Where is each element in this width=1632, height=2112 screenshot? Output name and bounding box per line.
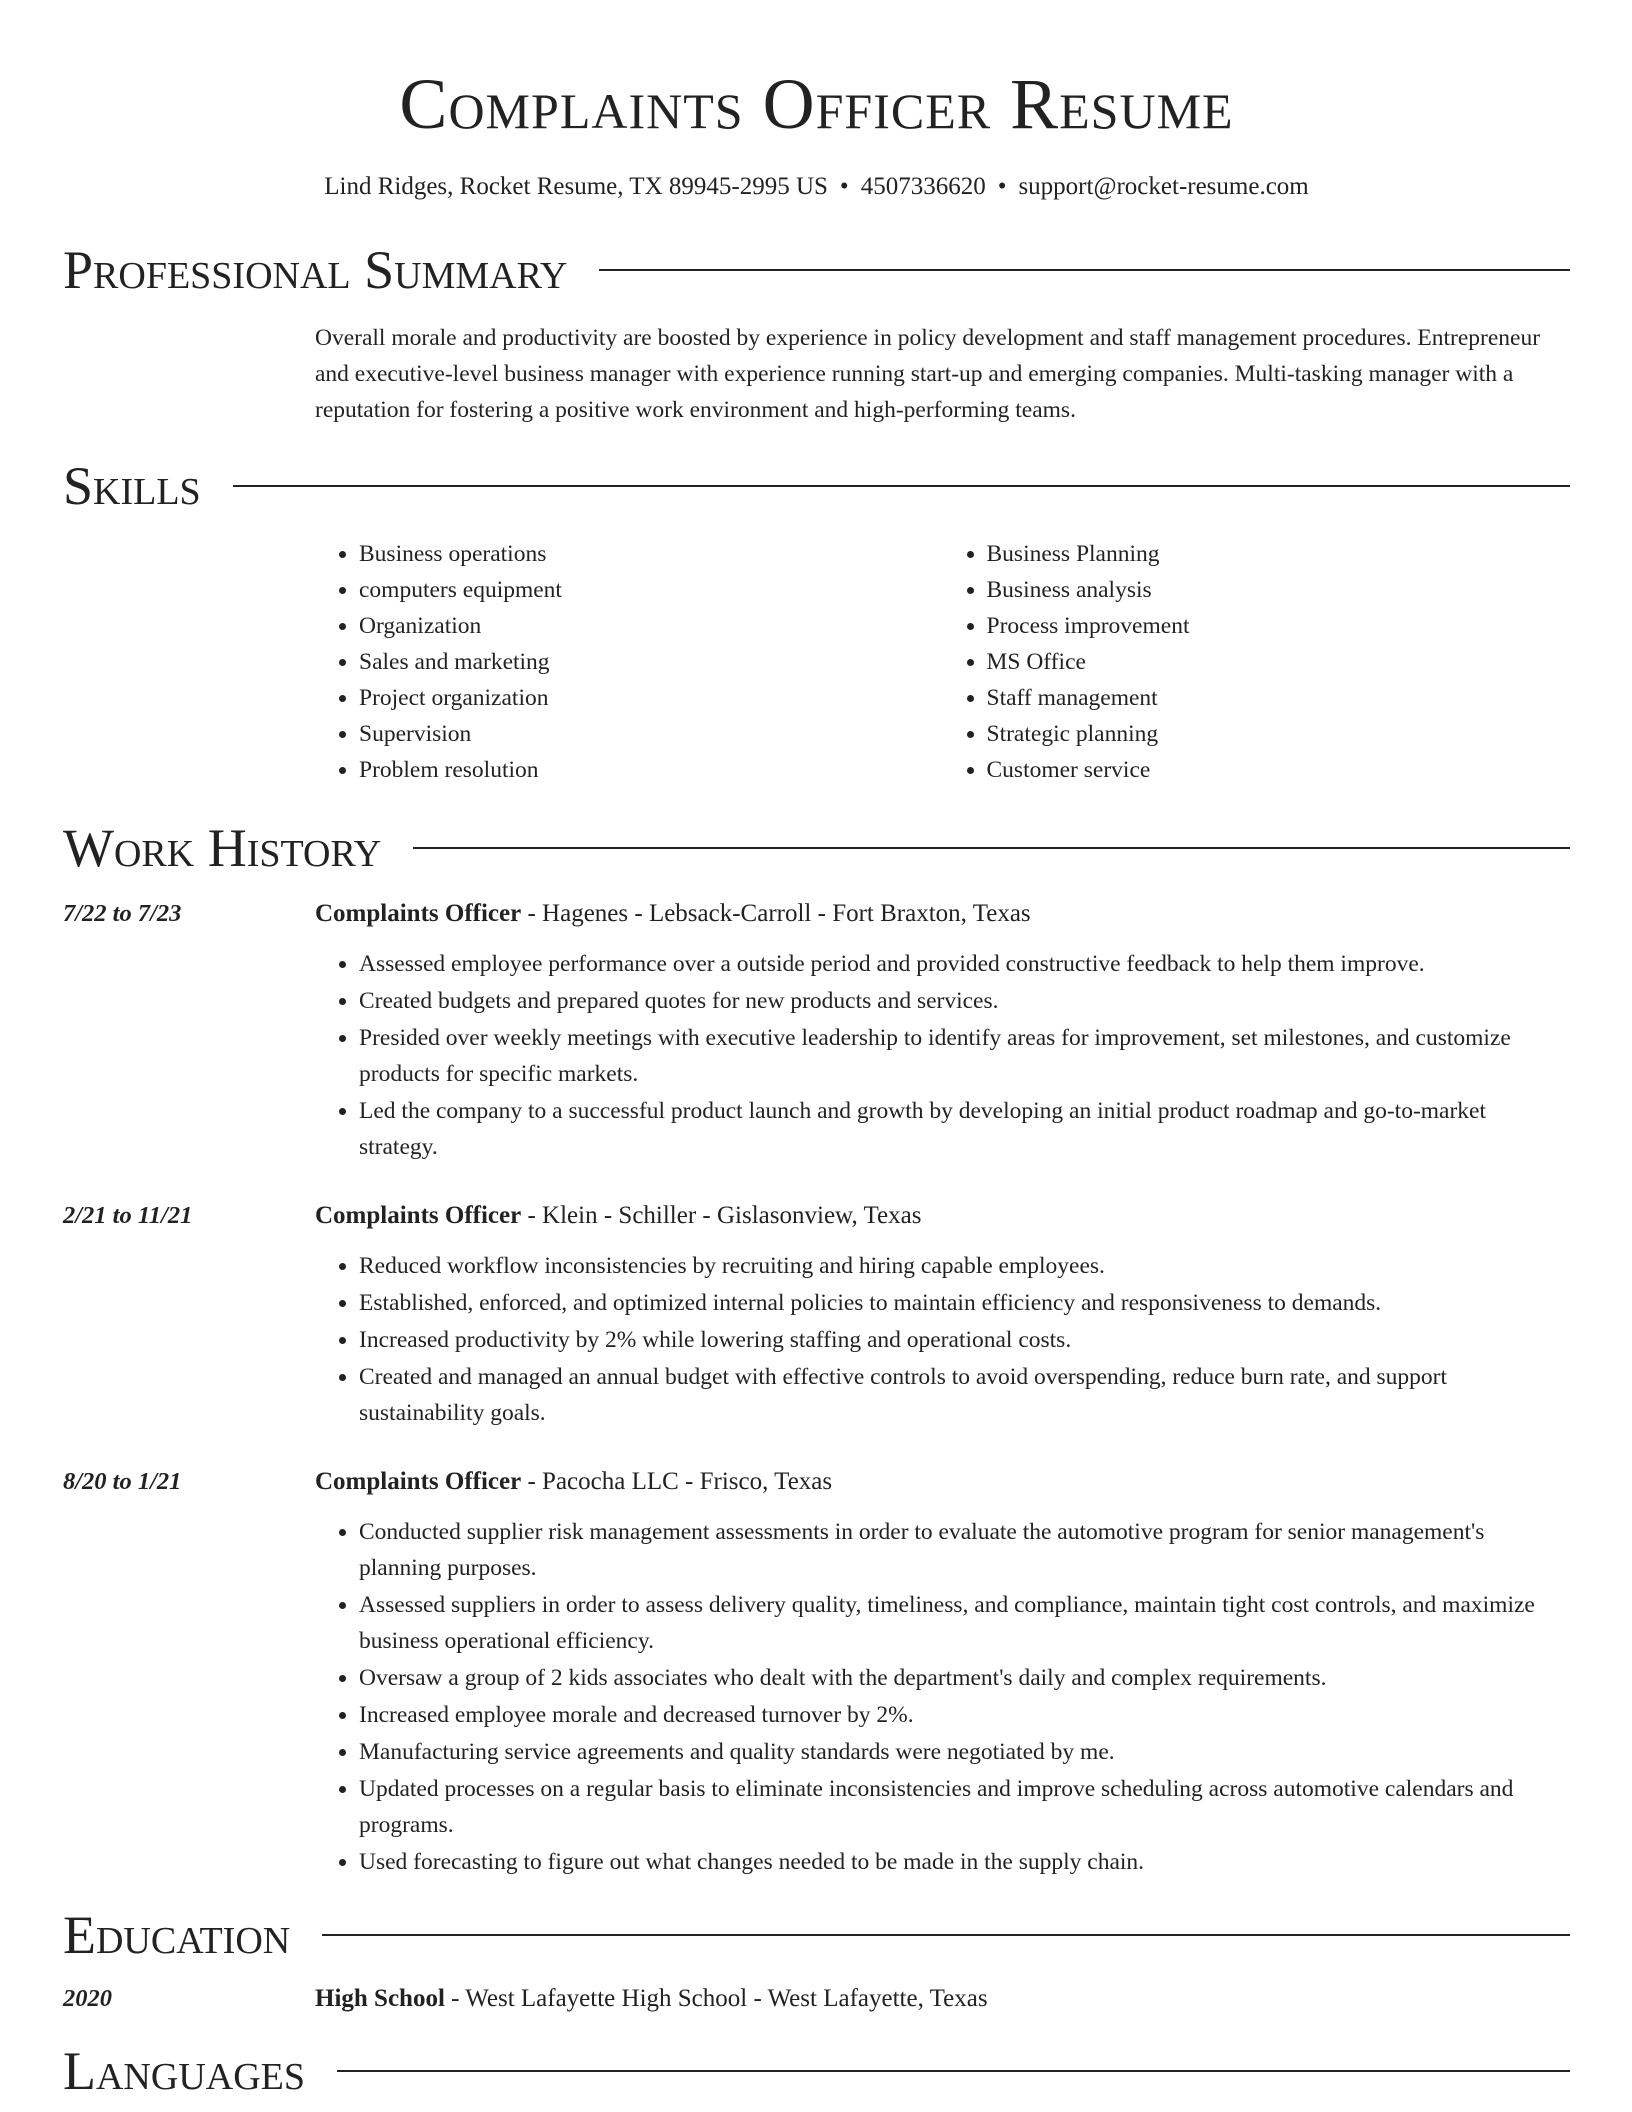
job-bullets <box>315 1248 1570 1431</box>
section-divider <box>413 847 1570 849</box>
languages-section-header <box>63 2039 1570 2103</box>
job-bullet: • Increased employee morale and decreased turnover by 2%. <box>359 1697 1570 1733</box>
separator-dot: • <box>997 173 1007 200</box>
skill-item: • Project organization <box>359 680 943 716</box>
spacer <box>63 1432 1570 1464</box>
job-bullet: • Conducted supplier risk management assessments in order to evaluate the automotive program for senior management's planning purposes. <box>359 1514 1570 1586</box>
job-body <box>315 1464 1570 1881</box>
skills-list <box>315 536 1570 788</box>
job-bullet: • Assessed employee performance over a outside period and provided constructive feedback to help them improve. <box>359 946 1570 982</box>
summary-section-header <box>63 238 1570 302</box>
education-school: - West Lafayette High School - West Lafayette, Texas <box>444 1985 988 2012</box>
job-bullet: • Created budgets and prepared quotes for new products and services. <box>359 983 1570 1019</box>
skills-heading: Skills <box>63 456 201 516</box>
job-bullets <box>315 946 1570 1165</box>
contact-phone: 4507336620 <box>860 173 986 200</box>
job-title: Complaints Officer <box>315 1468 522 1495</box>
job-body <box>315 1198 1570 1432</box>
job-dates: 2/21 to 11/21 <box>63 1202 193 1229</box>
skill-item: • Strategic planning <box>987 716 1571 752</box>
skill-item: • Customer service <box>987 752 1571 788</box>
job-bullet: • Led the company to a successful product launch and growth by developing an initial product roadmap and go-to-market strategy. <box>359 1093 1570 1165</box>
spacer <box>63 1166 1570 1198</box>
section-divider <box>233 485 1570 487</box>
skill-item: • Staff management <box>987 680 1571 716</box>
section-divider <box>337 2070 1570 2072</box>
skill-item: • MS Office <box>987 644 1571 680</box>
contact-address: Lind Ridges, Rocket Resume, TX 89945-2995 US <box>324 173 828 200</box>
skill-item: • Process improvement <box>987 608 1571 644</box>
separator-dot: • <box>839 173 849 200</box>
skill-item: • Organization <box>359 608 943 644</box>
section-divider <box>322 1934 1570 1936</box>
skills-column-right <box>943 536 1571 788</box>
job-dates: 7/22 to 7/23 <box>63 900 182 927</box>
skills-section-header <box>63 454 1570 518</box>
education-line <box>315 1981 1570 2017</box>
page-title: Complaints Officer Resume <box>399 64 1234 144</box>
skill-item: • Problem resolution <box>359 752 943 788</box>
job-bullet: • Presided over weekly meetings with executive leadership to identify areas for improvement, set milestones, and customize products for specific markets. <box>359 1020 1570 1092</box>
job-bullet: • Created and managed an annual budget with effective controls to avoid overspending, reduce burn rate, and support sustainability goals. <box>359 1359 1570 1431</box>
skill-item: • Supervision <box>359 716 943 752</box>
job-employer: - Hagenes - Lebsack-Carroll - Fort Braxton, Texas <box>521 900 1031 927</box>
contact-email: support@rocket-resume.com <box>1018 173 1309 200</box>
job-dates: 8/20 to 1/21 <box>63 1468 182 1495</box>
summary-text: Overall morale and productivity are boosted by experience in policy development and staff management procedures. Entrepreneur and executive-level business manager with experience running start-up and emerging companies. Multi-tasking manager with a reputation for fostering a positive work environment and high-performing teams. <box>315 325 1541 423</box>
skill-item: • computers equipment <box>359 572 943 608</box>
education-entry <box>63 1981 1570 2017</box>
education-year: 2020 <box>63 1985 112 2012</box>
skill-item: • Business analysis <box>987 572 1571 608</box>
section-divider <box>599 269 1570 271</box>
job-title-line <box>315 1464 1570 1500</box>
contact-line <box>63 170 1570 204</box>
skill-item: • Business Planning <box>987 536 1571 572</box>
job-employer: - Pacocha LLC - Frisco, Texas <box>521 1468 833 1495</box>
education-body <box>315 1981 1570 2017</box>
education-section-header <box>63 1903 1570 1967</box>
education-degree: High School <box>315 1985 445 2012</box>
languages-heading: Languages <box>63 2041 305 2101</box>
work-section-header <box>63 816 1570 880</box>
job-bullet: • Assessed suppliers in order to assess delivery quality, timeliness, and compliance, maintain tight cost controls, and maximize business operational efficiency. <box>359 1587 1570 1659</box>
job-bullet: • Reduced workflow inconsistencies by recruiting and hiring capable employees. <box>359 1248 1570 1284</box>
job-employer: - Klein - Schiller - Gislasonview, Texas <box>521 1202 922 1229</box>
job-entry <box>63 896 1570 1166</box>
summary-heading: Professional Summary <box>63 240 568 300</box>
job-bullet: • Increased productivity by 2% while lowering staffing and operational costs. <box>359 1322 1570 1358</box>
job-bullet: • Oversaw a group of 2 kids associates who dealt with the department's daily and complex requirements. <box>359 1660 1570 1696</box>
job-bullet: • Used forecasting to figure out what changes needed to be made in the supply chain. <box>359 1844 1570 1880</box>
job-title: Complaints Officer <box>315 900 522 927</box>
job-bullet: • Established, enforced, and optimized internal policies to maintain efficiency and responsiveness to demands. <box>359 1285 1570 1321</box>
education-heading: Education <box>63 1905 291 1965</box>
job-title-line <box>315 896 1570 932</box>
work-heading: Work History <box>63 818 382 878</box>
job-bullet: • Updated processes on a regular basis to eliminate inconsistencies and improve scheduling across automotive calendars and programs. <box>359 1771 1570 1843</box>
job-body <box>315 896 1570 1166</box>
skill-item: • Business operations <box>359 536 943 572</box>
skill-item: • Sales and marketing <box>359 644 943 680</box>
job-title: Complaints Officer <box>315 1202 522 1229</box>
skills-column-left <box>315 536 943 788</box>
job-entry <box>63 1464 1570 1881</box>
job-title-line <box>315 1198 1570 1234</box>
job-entry <box>63 1198 1570 1432</box>
job-bullet: • Manufacturing service agreements and quality standards were negotiated by me. <box>359 1734 1570 1770</box>
job-bullets <box>315 1514 1570 1880</box>
